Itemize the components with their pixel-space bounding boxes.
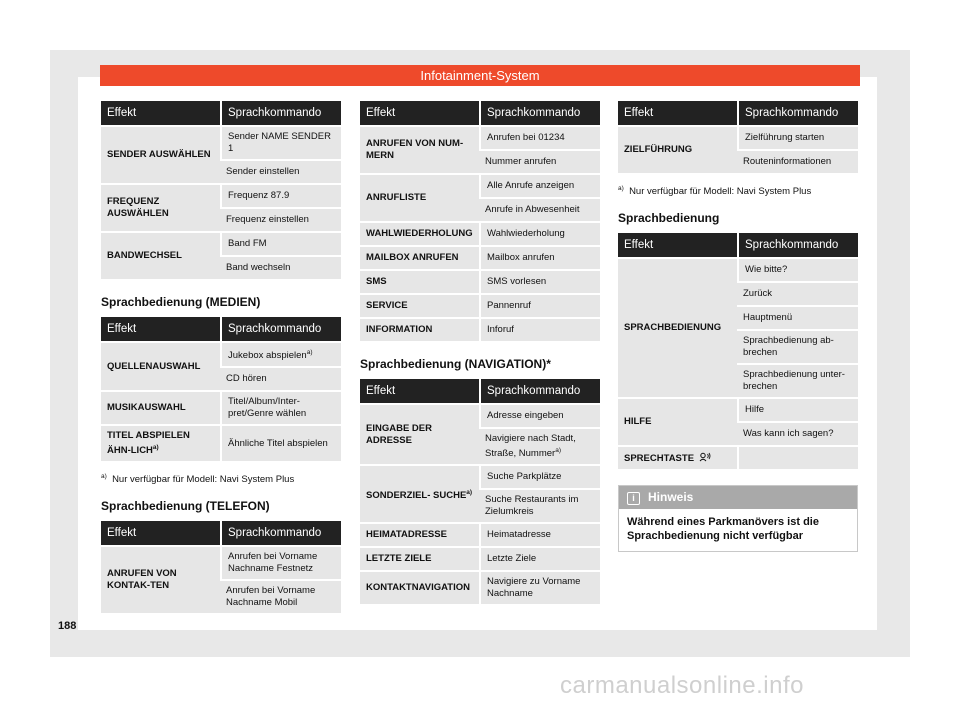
header-effekt: Effekt	[101, 101, 220, 127]
note-title: Hinweis	[648, 490, 694, 505]
command-cell: Wie bitte?	[737, 259, 858, 283]
command-cell: Suche Restaurants im Zielumkreis	[479, 490, 600, 524]
header-effekt: Effekt	[618, 233, 737, 259]
header-sprachkommando: Sprachkommando	[479, 379, 600, 405]
effect-cell	[101, 426, 220, 463]
command-cell: Heimatadresse	[479, 524, 600, 548]
command-cell: CD hören	[220, 368, 341, 392]
effect-cell: ANRUFEN VON NUM-MERN	[360, 127, 479, 175]
footnote-marker: a)	[618, 185, 624, 192]
page-number: 188	[58, 620, 77, 632]
command-cell: SMS vorlesen	[479, 271, 600, 295]
command-cell: Nummer anrufen	[479, 151, 600, 175]
command-cell: Wahlwiederholung	[479, 223, 600, 247]
effect-text: SPRECHTASTE	[624, 452, 695, 464]
effect-cell: MUSIKAUSWAHL	[101, 392, 220, 426]
effect-cell	[618, 447, 737, 471]
command-cell	[737, 447, 858, 471]
command-cell: Sender NAME SENDER 1	[220, 127, 341, 161]
command-cell: Zielführung starten	[737, 127, 858, 151]
command-cell: Pannenruf	[479, 295, 600, 319]
header-sprachkommando: Sprachkommando	[220, 521, 341, 547]
command-cell: Anrufe in Abwesenheit	[479, 199, 600, 223]
effect-cell: SMS	[360, 271, 479, 295]
footnote-marker: a)	[152, 444, 159, 452]
command-text: Jukebox abspielen	[228, 350, 307, 362]
effect-cell: ZIELFÜHRUNG	[618, 127, 737, 175]
effect-cell: SPRACHBEDIENUNG	[618, 259, 737, 399]
effect-cell: SERVICE	[360, 295, 479, 319]
effect-text: SONDERZIEL- SUCHE	[366, 489, 467, 501]
footnote-marker: a)	[306, 349, 313, 356]
header-sprachkommando: Sprachkommando	[479, 101, 600, 127]
effect-cell: EINGABE DER ADRESSE	[360, 405, 479, 466]
command-cell: Routeninformationen	[737, 151, 858, 175]
footnote-marker: a)	[101, 473, 107, 481]
header-effekt: Effekt	[101, 317, 220, 343]
header-effekt: Effekt	[101, 521, 220, 547]
command-cell: Band wechseln	[220, 257, 341, 281]
header-sprachkommando: Sprachkommando	[220, 317, 341, 343]
command-cell: Hilfe	[737, 399, 858, 423]
command-cell: Ähnliche Titel abspielen	[220, 426, 341, 463]
effect-cell: LETZTE ZIELE	[360, 548, 479, 572]
info-icon: i	[627, 492, 640, 505]
radio-command-table	[101, 101, 341, 281]
phone-command-table	[360, 101, 600, 343]
command-cell: Adresse eingeben	[479, 405, 600, 429]
command-cell	[220, 343, 341, 368]
command-cell: Frequenz 87.9	[220, 185, 341, 209]
effect-cell: ANRUFLISTE	[360, 175, 479, 223]
effect-cell: FREQUENZ AUSWÄHLEN	[101, 185, 220, 233]
effect-text: TITEL ABSPIELEN ÄHN-LICH	[107, 430, 190, 457]
effect-cell: KONTAKTNAVIGATION	[360, 572, 479, 606]
command-cell: Sprachbedienung ab-brechen	[737, 331, 858, 365]
command-cell: Band FM	[220, 233, 341, 257]
footnote-text: Nur verfügbar für Modell: Navi System Plus	[629, 186, 812, 198]
effect-cell: BANDWECHSEL	[101, 233, 220, 281]
command-cell: Hauptmenü	[737, 307, 858, 331]
command-cell	[479, 429, 600, 466]
command-cell: Alle Anrufe anzeigen	[479, 175, 600, 199]
effect-cell: HEIMATADRESSE	[360, 524, 479, 548]
push-to-talk-icon	[699, 452, 711, 462]
command-cell: Sprachbedienung unter-brechen	[737, 365, 858, 399]
command-cell: Sender einstellen	[220, 161, 341, 185]
medien-command-table	[101, 317, 341, 463]
command-text: Navigiere nach Stadt, Straße, Nummer	[485, 433, 576, 460]
section-banner: Infotainment-System	[100, 65, 860, 86]
navigation-command-table	[360, 379, 600, 606]
header-sprachkommando: Sprachkommando	[737, 101, 858, 127]
footnote-marker: a)	[555, 447, 561, 454]
command-cell: Anrufen bei Vorname Nachname Mobil	[220, 581, 341, 615]
note-box	[618, 485, 858, 552]
header-effekt: Effekt	[618, 101, 737, 127]
effect-cell	[360, 466, 479, 524]
command-cell: Mailbox anrufen	[479, 247, 600, 271]
telefon-command-table	[101, 521, 341, 615]
command-cell: Letzte Ziele	[479, 548, 600, 572]
command-cell: Was kann ich sagen?	[737, 423, 858, 447]
effect-cell: ANRUFEN VON KONTAK-TEN	[101, 547, 220, 615]
footnote-marker: a)	[466, 488, 473, 496]
command-cell: Titel/Album/Inter-pret/Genre wählen	[220, 392, 341, 426]
note-text: Während eines Parkmanövers ist die Sprachbedienung nicht verfügbar	[627, 516, 819, 543]
sprachbedienung-command-table	[618, 233, 858, 471]
column-1	[101, 101, 341, 615]
effect-cell: INFORMATION	[360, 319, 479, 343]
header-sprachkommando: Sprachkommando	[737, 233, 858, 259]
column-2	[360, 101, 600, 606]
header-effekt: Effekt	[360, 101, 479, 127]
command-cell: Anrufen bei Vorname Nachname Festnetz	[220, 547, 341, 581]
column-3	[618, 101, 858, 552]
header-sprachkommando: Sprachkommando	[220, 101, 341, 127]
command-cell: Inforuf	[479, 319, 600, 343]
watermark: carmanualsonline.info	[560, 672, 804, 699]
footnote	[101, 473, 341, 485]
effect-cell: MAILBOX ANRUFEN	[360, 247, 479, 271]
section-title-telefon: Sprachbedienung (TELEFON)	[101, 499, 270, 514]
command-cell: Frequenz einstellen	[220, 209, 341, 233]
footnote-text: Nur verfügbar für Modell: Navi System Plus	[112, 474, 295, 486]
effect-cell: QUELLENAUSWAHL	[101, 343, 220, 392]
note-header	[619, 486, 857, 509]
command-cell: Anrufen bei 01234	[479, 127, 600, 151]
section-title-sprachbedienung: Sprachbedienung	[618, 211, 720, 226]
zielfuehrung-command-table	[618, 101, 858, 175]
command-cell: Navigiere zu Vorname Nachname	[479, 572, 600, 606]
command-cell: Suche Parkplätze	[479, 466, 600, 490]
effect-cell: SENDER AUSWÄHLEN	[101, 127, 220, 185]
header-effekt: Effekt	[360, 379, 479, 405]
section-title-navigation: Sprachbedienung (NAVIGATION)*	[360, 357, 551, 371]
section-title-medien: Sprachbedienung (MEDIEN)	[101, 295, 261, 309]
footnote	[618, 185, 858, 197]
effect-cell: HILFE	[618, 399, 737, 447]
command-cell: Zurück	[737, 283, 858, 307]
effect-cell: WAHLWIEDERHOLUNG	[360, 223, 479, 247]
